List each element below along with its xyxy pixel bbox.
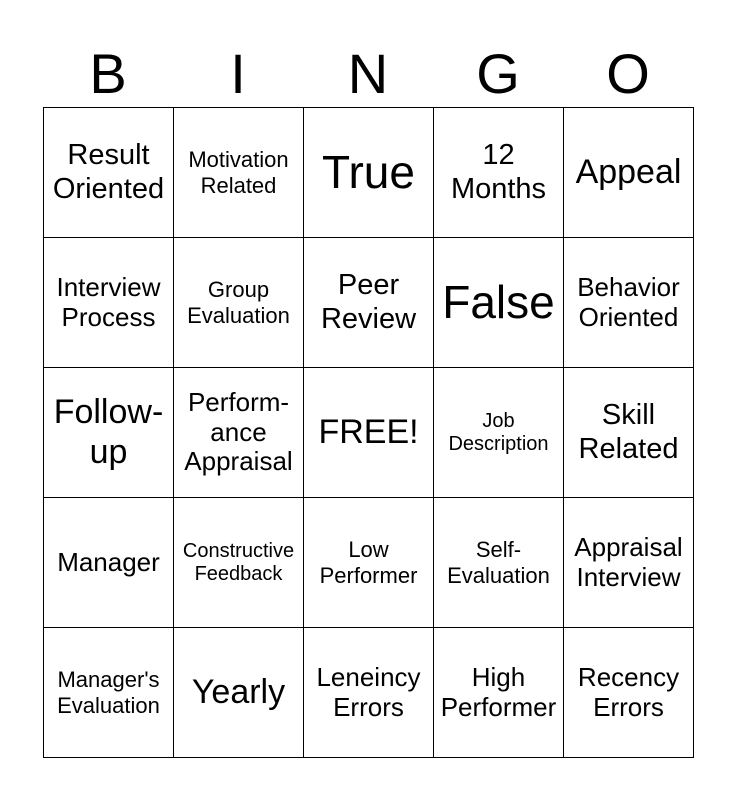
bingo-cell-managers-evaluation[interactable] [44,628,174,758]
bingo-cell-leneincy-errors[interactable] [304,628,434,758]
bingo-cell-follow-up[interactable] [44,368,174,498]
cell-text-line: Performer [319,562,418,588]
bingo-cell-yearly[interactable] [174,628,304,758]
cell-text-line: Related [200,172,277,198]
cell-text-line: False [442,276,555,329]
cell-text-line: up [89,432,128,471]
cell-text-line: FREE! [318,412,419,451]
bingo-cell-performance-appraisal[interactable] [174,368,304,498]
cell-text-line: Group [207,277,270,303]
cell-text-line: Description [448,432,549,455]
cell-text-line: 12 [482,139,515,172]
cell-text-line: Constructive [182,539,295,562]
bingo-cell-constructive-feedback[interactable] [174,498,304,628]
cell-text-line: Evaluation [187,302,290,328]
bingo-cell-free-space[interactable] [304,368,434,498]
bingo-board [43,107,694,758]
bingo-cell-job-description[interactable] [434,368,564,498]
cell-text-line: Perform- [187,386,290,417]
cell-text-line: Appraisal [184,446,293,477]
bingo-cell-peer-review[interactable] [304,238,434,368]
bingo-cell-high-performer[interactable] [434,628,564,758]
bingo-cell-group-evaluation[interactable] [174,238,304,368]
cell-text-line: Job [482,409,515,432]
cell-text-line: Recency [577,661,680,692]
header-letter-i: I [230,42,246,105]
cell-text-line: Appraisal [574,531,683,562]
bingo-cell-false[interactable] [434,238,564,368]
bingo-cell-interview-process[interactable] [44,238,174,368]
cell-text-line: Errors [333,691,404,722]
cell-text-line: Months [450,172,547,205]
bingo-cell-12-months[interactable] [434,108,564,238]
cell-text-line: Oriented [52,172,165,205]
bingo-cell-appeal[interactable] [564,108,694,238]
bingo-cell-manager[interactable] [44,498,174,628]
cell-text-line: Errors [593,691,664,722]
bingo-cell-result-oriented[interactable] [44,108,174,238]
cell-text-line: Low [348,537,389,563]
cell-text-line: ance [210,416,267,447]
bingo-cell-behavior-oriented[interactable] [564,238,694,368]
cell-text-line: Leneincy [316,661,421,692]
bingo-cell-appraisal-interview[interactable] [564,498,694,628]
bingo-cell-self-evaluation[interactable] [434,498,564,628]
cell-text-line: Performer [440,691,557,722]
cell-text-line: Peer [337,269,400,302]
cell-text-line: Review [320,302,417,335]
bingo-cell-low-performer[interactable] [304,498,434,628]
cell-text-line: Behavior [577,271,680,302]
cell-text-line: Evaluation [57,692,160,718]
cell-text-line: Oriented [578,301,679,332]
header-letter-g: G [476,42,520,105]
cell-text-line: True [322,146,415,199]
cell-text-line: High [471,661,526,692]
bingo-cell-skill-related[interactable] [564,368,694,498]
cell-text-line: Follow- [53,393,164,432]
cell-text-line: Process [61,301,156,332]
bingo-cell-motivation-related[interactable] [174,108,304,238]
cell-text-line: Interview [576,561,681,592]
bingo-header [43,42,693,106]
cell-text-line: Interview [56,271,161,302]
cell-text-line: Evaluation [447,562,550,588]
bingo-cell-recency-errors[interactable] [564,628,694,758]
cell-text-line: Feedback [194,562,283,585]
cell-text-line: Manager's [57,667,160,693]
cell-text-line: Result [67,139,150,172]
cell-text-line: Motivation [188,147,289,173]
cell-text-line: Related [578,432,679,465]
header-letter-b: B [89,42,127,105]
cell-text-line: Appeal [575,152,682,191]
header-letter-o: O [606,42,650,105]
bingo-cell-true[interactable] [304,108,434,238]
cell-text-line: Self- [475,537,522,563]
cell-text-line: Manager [57,546,160,577]
cell-text-line: Yearly [191,672,286,711]
header-letter-n: N [347,42,389,105]
cell-text-line: Skill [601,399,656,432]
